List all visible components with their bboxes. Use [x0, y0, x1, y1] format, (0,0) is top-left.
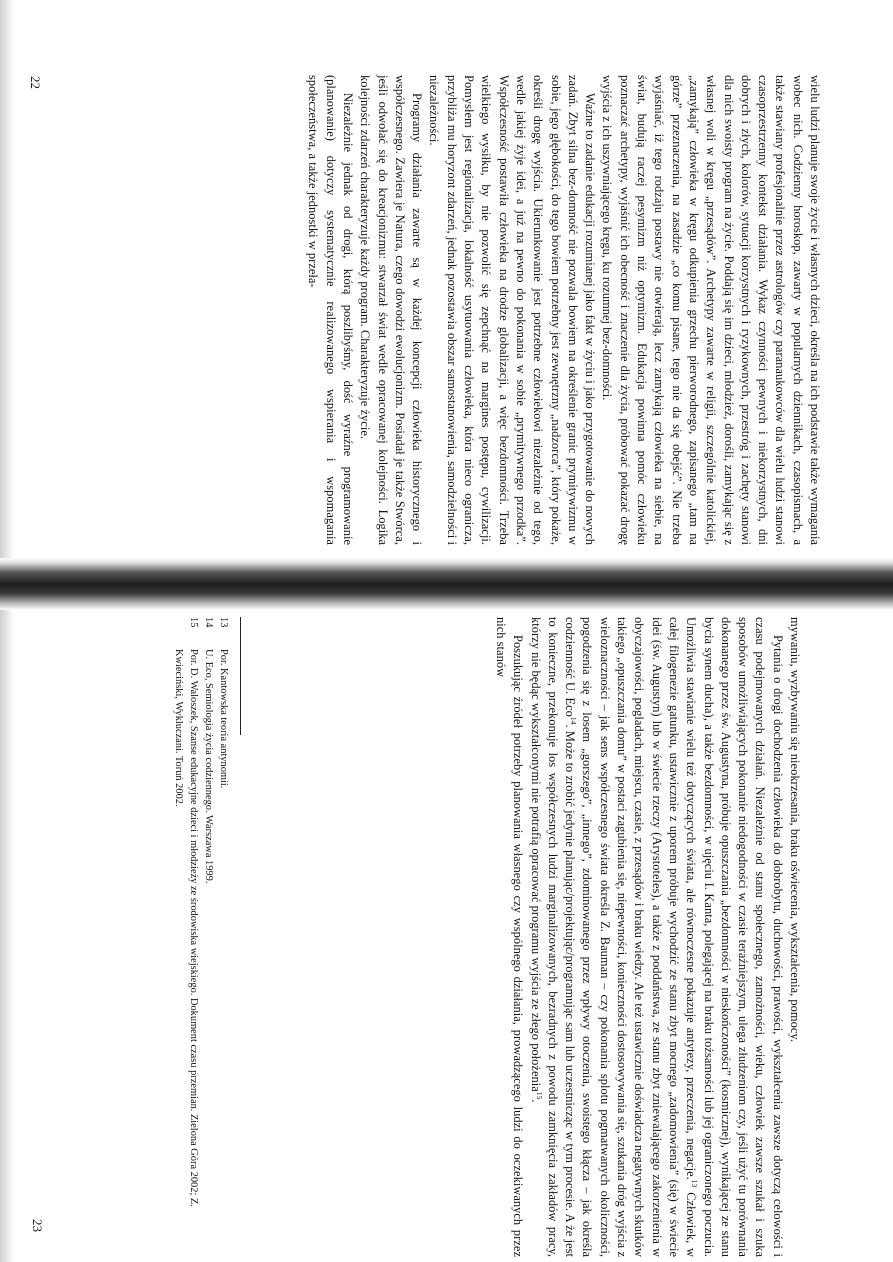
footnote-text: Por. Kantowska teoria antynomii.	[218, 649, 229, 789]
paragraph: wielu ludzi planuje swoje życie i własnych dzieci, określa na ich podstawie także wymagania wobec nich. Codzienny horoskop, zawarty w popularnych dziennikach, czasopismach, a także stawiany profesjonalnie przez astrologów czy paranaukowców dla wielu ludzi stanowi czasoprzestrzenny kontekst działania. Wykaz czynności pewnych i niekorzystnych, dni dobrych i złych, kolorów, sytuacji korzystnych i ryzykownych, przestróg i zachęty stanowi dla nich swoisty program na życie. Poddają się im dzieci, młodzież, dorośli, zamykając się z własnej woli w kręgu „przesądów”. Archetypy zawarte w religii, szczególnie katolickiej, „zamykają” człowieka w kręgu odkupienia grzechu pierworodnego, zapisanego „tam na górze” przeznaczenia, na zasadzie „co komu pisane, tego nie da się obejść”. Nie trzeba wyjaśniać, iż tego rodzaju postawy nie otwierają, lecz zamykają człowieka na siebie, na świat, budują raczej pesymizm niż optymizm. Edukacja powinna pomóc człowieku poznaczać archetypy, wyjaśnić ich obecność i znaczenie dla życia, próbować pokazać drogę wyjścia z ich uszywniającego kręgu, ku rozumnej bez-domności.	[600, 75, 822, 545]
footnote-number: 14	[203, 617, 214, 628]
paragraph: Pytania o drogi dochodzenia człowieka do dobrobytu, duchowości, prawości, wykształcenia zawsze dotyczą celowości i czasu podejmowanych działań. Niezależnie od stanu społecznego, zamożności, wieku, człowiek zawsze szukał i szuka sposobów umożliwiających pokonanie niedogodności w czasie teraźniejszym, ulega złudzeniom czy, jeśli użyć tu porównania dokonanego przez św. Augustyna, próbuje opuszczania „bezdomności w nieskończoności” (kosmicznej), wynikającej ze stanu bycia synem ducha), a także bezdomności, w ujęciu I. Kanta, polegającej na braku tożsamości lub jej ograniczonego poczucia. Umożliwia stawianie wielu też dotyczących świata, ale równoczesne pokazuje antytezy, przeczenia, negacje.$^{13}$ Człowiek, w całej filogenezie gatunku, ustawicznie z uporem próbuje wychodzić ze stanu zbyt mocnego „zadomowienia” (się) w świecie idei (św. Augustyn) lub w świecie rzeczy (Arystoteles), a także z poddaństwa, ze stanu zbyt zniewalającego zakorzenienia w obyczajowości, pogladach, miejscu, czasie, z przesądów i braku wiedzy. Ale też ustawicznie doświadcza negatywnych skutków takiego „opuszczania domu” w postaci zagubienia się, niepewności, konieczności dostosowywania się, szukania dróg wyjścia z wieloznaczności – jak sens współczesnego świata określa Z. Bauman – czy pokonania splotu pogmatwanych okoliczności, pogodzenia się z losem „gorszego”, „innego”, zdominowanego przez wpływy otoczenia, swoistego kłącza – jak określa codzienność U. Eco$^{14}$. Może to zrobić jedynie planując/projektując/programując sam lub uczestnicząc w tym procesie. A że jest to konieczne, przekonuje los współczesnych ludzi marginalizowanych, bezradnych z powodu zamknięcia zakładów pracy, którzy nie będąc wykształconymi nie potrafią opracować programu wyjścia ze złego położenia$^{15}$.	[528, 617, 785, 1257]
page-number: 23	[30, 1219, 45, 1232]
footnote-ref: 13	[690, 1179, 700, 1188]
footnote-text: U. Eco, Semiologia życia codziennego. Warszawa 1999.	[203, 649, 214, 884]
footnote-ref: 15	[534, 1091, 544, 1100]
page-23-body	[492, 617, 803, 1257]
paragraph	[492, 617, 527, 1257]
footnote-separator	[240, 617, 241, 735]
footnote	[216, 617, 231, 1257]
paragraph	[786, 617, 803, 1257]
paragraph-text: mywaniu, wyzbywaniu się nieokrzesania, braku oświecenia, wykształcenia, pomocy.	[788, 617, 802, 1042]
paragraph-text: Poszukując źródeł potrzeby planowania własnego czy wspólnego działania, prowadzącego ludzi do oczekiwanych przez nich stanów	[493, 617, 526, 1257]
footnote-text: Por. D. Waloszek, Szanse edukacyjne dzieci i młodzieży ze środowiska wiejskiego. Dokument czasu przemian. Zielona Góra 2002; Z. Kwieciński, Wykluczani. Toruń 2002.	[173, 649, 199, 1207]
page-23	[0, 612, 893, 1262]
paragraph-text: Pytania o drogi dochodzenia człowieka do dobrobytu, duchowości, prawości, wykształcenia zawsze dotyczą celowości i czasu podejmowanych działań. Niezależnie od stanu społecznego, zamożności, wieku, człowiek zawsze szukał i szuka sposobów umożliwiających pokonanie niedogodności w czasie teraźniejszym, ulega złudzeniom czy, jeśli użyć tu porównania dokonanego przez św. Augustyna, próbuje opuszczania „bezdomności w nieskończoności” (kosmicznej), wynikającej ze stanu bycia synem ducha), a także bezdomności, w ujęciu I. Kanta, polegającej na braku tożsamości lub jej ograniczonego poczucia. Umożliwia stawianie wielu też dotyczących świata, ale równoczesne pokazuje antytezy, przeczenia, negacje.	[684, 617, 785, 1257]
footnote-number: 13	[218, 617, 229, 628]
footnote	[171, 617, 201, 1257]
paragraph: Programy działania zawarte są w każdej koncepcji człowieka historycznego i współczesnego. Zawiera je Natura, czego dowodzi ewolucjonizm. Posiadał je także Stwórca, jeśli odwołać się do kreacjonizmu: stwarzał świat wedle opracowanej kolejności. Logika kolejności zdarzeń charakteryzuje każdy program. Charakteryzuje życie.	[358, 75, 425, 545]
paragraph: Ważne to zadanie edukacji rozumianej jako fakt w życiu i jako przygotowanie do nowych zadań. Zbyt silna bez-domność nie pozwala bowiem na określenie granic prymitywizmu w sobie, jego głębokości, do tego bowiem potrzebny jest zewnętrzny „nadzorca”, który pokaże, określi drogę wyjścia. Ukierunkowanie jest potrzebne człowiekowi niezależnie od tego, wedle jakiej żyje idei, a już na pewno do pokonania w sobie „prymitywnego przodka”. Współczesność postawiła człowieka na drodze globalizacji, a więc bezdomności. Trzeba wielkiego wysiłku, by nie pozwolić się zepchnąć na margines postępu, cywilizacji. Pomysłem jest regionalizacja, lokalność usytuowania człowieka, która nieco ogranicza, przybliża mu horyzont zdarzeń, jednak pozostawia obszar samostanowienia, samodzielności i niezależności.	[427, 75, 598, 545]
paragraph-text: . Może to zrobić jedynie planując/projektując/programując sam lub uczestnicząc w tym procesie. A że jest to konieczne, przekonuje los współczesnych ludzi marginalizowanych, bezradnych z powodu zamknięcia zakładów pracy, którzy nie będąc wykształconymi nie potrafią opracować programu wyjścia ze złego położenia	[528, 617, 578, 1257]
page-22	[0, 0, 893, 560]
page-number: 22	[28, 76, 43, 89]
footnotes	[171, 617, 231, 1257]
footnote-ref: 14	[569, 716, 579, 725]
page-22-body	[304, 75, 823, 545]
footnote-number: 15	[188, 617, 199, 628]
paragraph: Niezależnie jednak od drogi, którą poszlibyśmy, dość wyraźne programowanie (planowanie) dotyczy systematycznie realizowanego wspierania i wspomagania społeczeństwa, a także jednostki w przeła-	[306, 75, 355, 545]
footnote	[201, 617, 216, 1257]
paragraph-text: Człowiek, w całej filogenezie gatunku, ustawicznie z uporem próbuje wychodzić ze stanu zbyt mocnego „zadomowienia” (się) w świecie idei (św. Augustyn) lub w świecie rzeczy (Arystoteles), a także z poddaństwa, ze stanu zbyt zniewalającego zakorzenienia w obyczajowości, pogladach, miejscu, czasie, z przesądów i braku wiedzy. Ale też ustawicznie doświadcza negatywnych skutków takiego „opuszczania domu” w postaci zagubienia się, niepewności, konieczności dostosowywania się, szukania dróg wyjścia z wieloznaczności – jak sens współczesnego świata określa Z. Bauman – czy pokonania splotu pogmatwanych okoliczności, pogodzenia się z losem „gorszego”, „innego”, zdominowanego przez wpływy otoczenia, swoistego kłącza – jak określa codzienność U. Eco	[563, 617, 699, 1257]
